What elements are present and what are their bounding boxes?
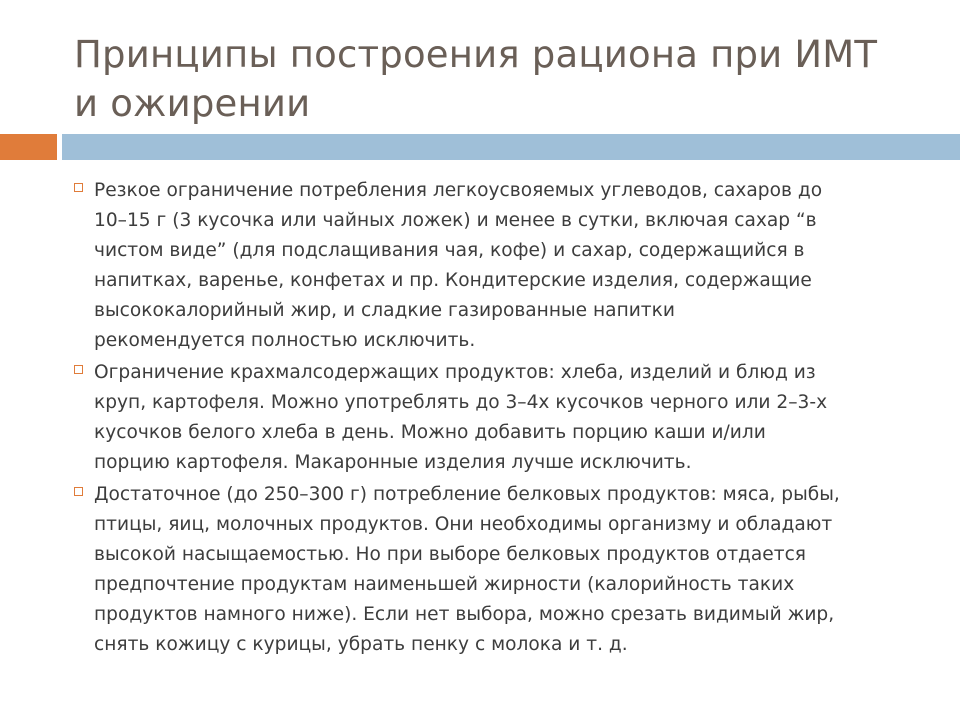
accent-bar-orange — [0, 134, 57, 160]
bullet-text: Резкое ограничение потребления легкоусвояемых углеводов, сахаров до 10–15 г (3 кусочка или чайных ложек) и менее в сутки, включая сахар “в чистом виде” (для подслащивания чая, кофе) и сахар, содержащийся в напитках, варенье, конфетах и пр. Кондитерские изделия, содержащие высококалорийный жир, и сладкие газированные напитки рекомендуется полностью исключить. — [94, 180, 823, 351]
bullet-text: Достаточное (до 250–300 г) потребление белковых продуктов: мяса, рыбы, птицы, яиц, молочных продуктов. Они необходимы организму и обладают высокой насыщаемостью. Но при выборе белковых продуктов отдается предпочтение продуктам наименьшей жирности (калорийность таких продуктов намного ниже). Если нет выбора, можно срезать видимый жир, снять кожицу с курицы, убрать пенку с молока и т. д. — [94, 484, 840, 655]
square-bullet-icon — [74, 183, 83, 192]
bullet-item-starch — [74, 358, 920, 478]
square-bullet-icon — [74, 487, 83, 496]
bullet-item-protein — [74, 480, 920, 660]
slide-title: Принципы построения рациона при ИМТ и ожирении — [74, 33, 878, 125]
bullet-text: Ограничение крахмалсодержащих продуктов: хлеба, изделий и блюд из круп, картофеля. Можно употреблять до 3–4х кусочков черного или 2–3-х кусочков белого хлеба в день. Можно добавить порцию каши и/или порцию картофеля. Макаронные изделия лучше исключить. — [94, 362, 828, 473]
bullet-list — [74, 176, 920, 662]
square-bullet-icon — [74, 365, 83, 374]
bullet-item-carbohydrates — [74, 176, 920, 356]
accent-bar-blue — [62, 134, 960, 160]
